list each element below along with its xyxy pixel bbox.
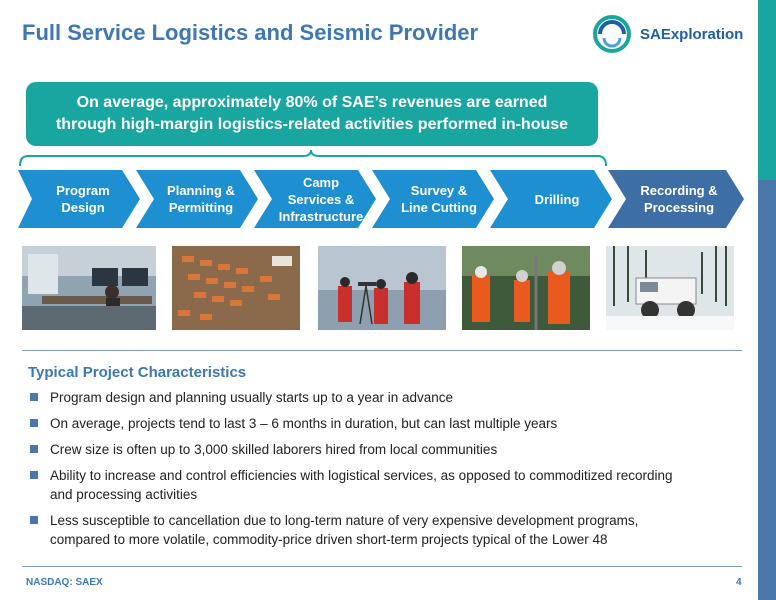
step-survey-line-cutting: Survey & Line Cutting [401, 183, 477, 215]
characteristics-list [28, 388, 728, 556]
aerial-camp-photo [172, 246, 300, 330]
logo-wordmark: SAExploration [640, 26, 744, 43]
step-planning-permitting: Planning & Permitting [167, 183, 235, 215]
list-item: Program design and planning usually starts up to a year in advance [28, 388, 728, 407]
right-accent-bar-blue [758, 180, 776, 600]
slide-title: Full Service Logistics and Seismic Provider [22, 20, 479, 45]
footer-divider [22, 566, 742, 567]
list-item: Less susceptible to cancellation due to long-term nature of very expensive development programs, compared to more volatile, commodity-price driven short-term projects typical of the Lower 48 [28, 511, 728, 549]
office-workstation-photo [22, 246, 156, 330]
drilling-crew-photo [462, 246, 590, 330]
snow-vehicle-photo [606, 246, 734, 330]
list-item: On average, projects tend to last 3 – 6 months in duration, but can last multiple years [28, 414, 728, 433]
list-item: Ability to increase and control efficiencies with logistical services, as opposed to commoditized recording and processing activities [28, 466, 728, 504]
bracket-connector [18, 148, 608, 168]
step-program-design: Program Design [56, 183, 110, 215]
section-title: Typical Project Characteristics [28, 364, 247, 381]
bullet-square-icon [30, 445, 38, 453]
bullet-square-icon [30, 471, 38, 479]
step-recording-processing: Recording & Processing [640, 183, 718, 215]
bullet-square-icon [30, 393, 38, 401]
step-drilling: Drilling [534, 191, 580, 207]
swirl-logo-icon [595, 17, 629, 51]
page-number: 4 [736, 577, 742, 588]
bullet-square-icon [30, 419, 38, 427]
banner-line-1: On average, approximately 80% of SAE’s revenues are earned [76, 94, 548, 111]
banner-line-2: through high-margin logistics-related activities performed in-house [55, 116, 569, 133]
section-divider-top [22, 350, 742, 351]
footer-ticker: NASDAQ: SAEX [26, 577, 103, 588]
step-camp-services: Camp Services & Infrastructure [278, 174, 364, 224]
list-item: Crew size is often up to 3,000 skilled laborers hired from local communities [28, 440, 728, 459]
survey-crew-photo [318, 246, 446, 330]
revenue-banner [26, 82, 598, 146]
bullet-square-icon [30, 516, 38, 524]
right-accent-bar-teal [758, 0, 776, 180]
